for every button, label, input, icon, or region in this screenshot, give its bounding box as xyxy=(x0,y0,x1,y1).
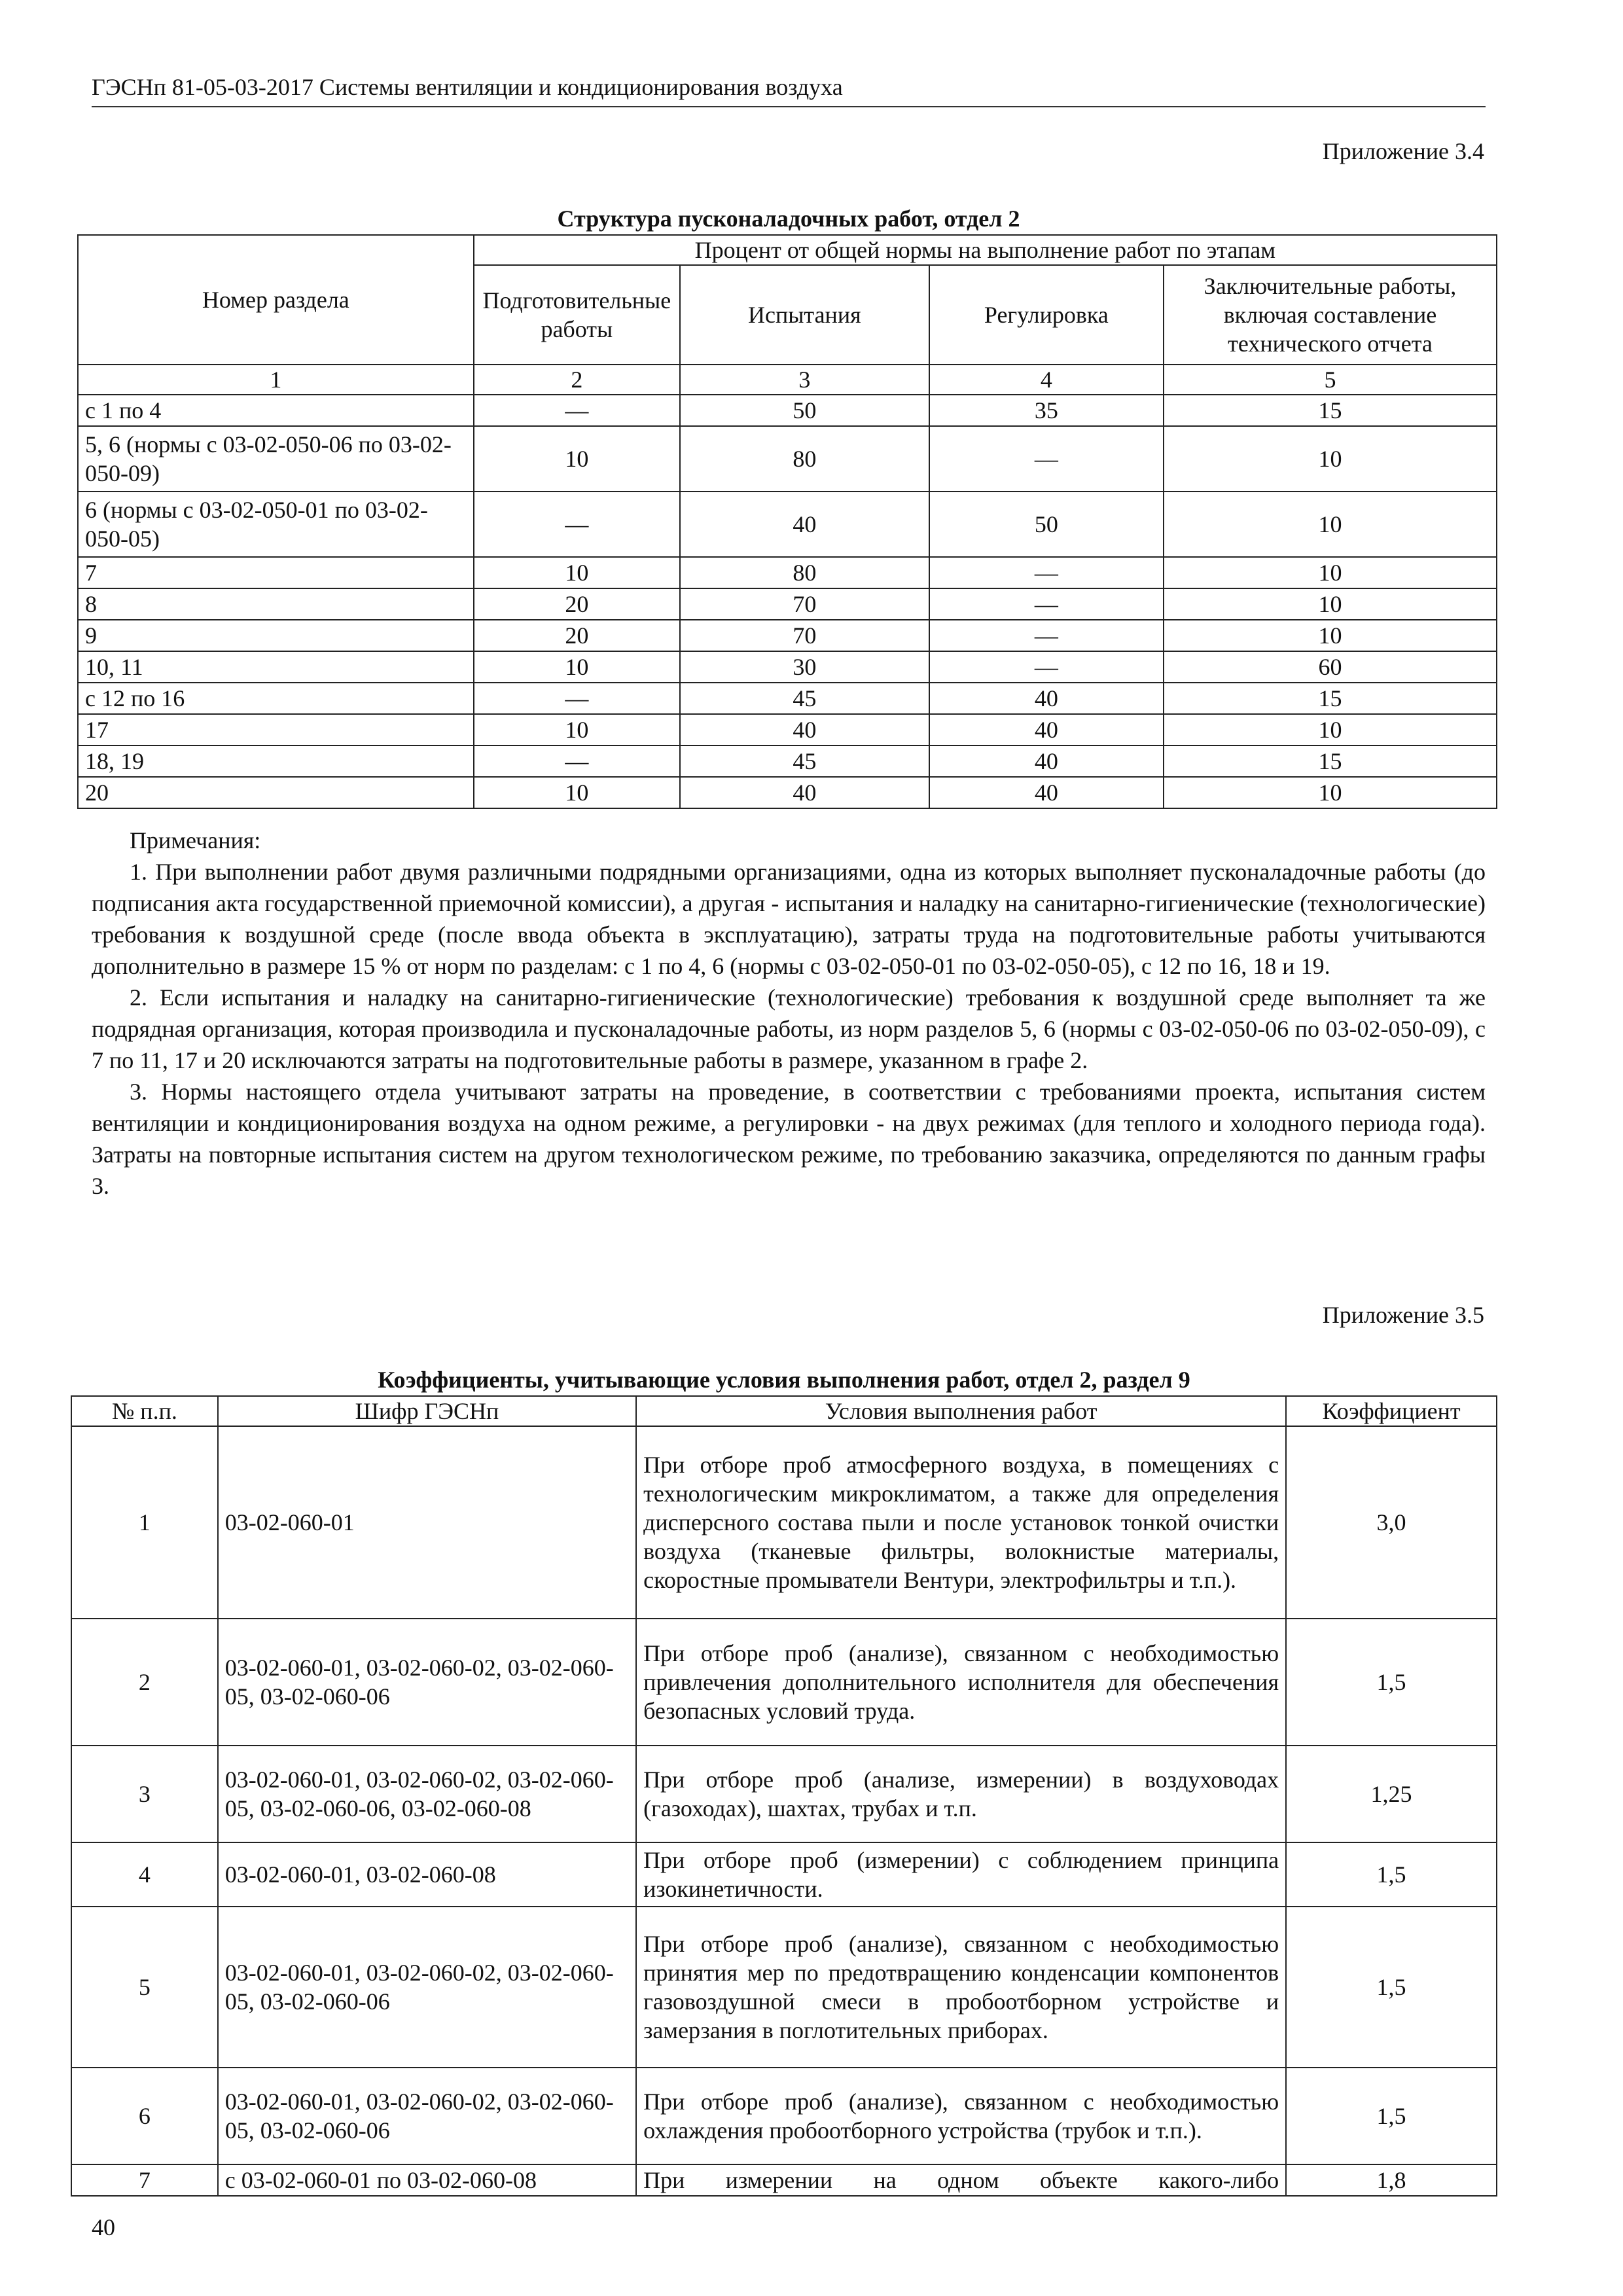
cell-coefficient: 1,8 xyxy=(1286,2164,1497,2196)
cell-conditions: При отборе проб (анализе, измерении) в воздуховодах (газоходах), шахтах, трубах и т.п. xyxy=(636,1746,1286,1842)
cell-value: 10 xyxy=(1164,777,1497,808)
header-tests: Испытания xyxy=(680,265,929,365)
note-item: 2. Если испытания и наладку на санитарно-гигиенические (технологические) требования к воздушной среде выполняет та же подрядная организация, которая производила и пусконаладочные работы, из норм разделов 5, 6 (нормы с 03-02-050-06 по 03-02-050-09), с 7 по 11, 17 и 20 исключаются затраты на подготовительные работы в размере, указанном в графе 2. xyxy=(92,984,1486,1073)
column-number: 4 xyxy=(929,365,1164,395)
cell-section: 10, 11 xyxy=(78,651,474,683)
cell-value: — xyxy=(929,651,1164,683)
cell-code: 03-02-060-01, 03-02-060-08 xyxy=(218,1842,636,1907)
commissioning-structure-table xyxy=(77,234,1497,809)
header-final-works: Заключительные работы, включая составление технического отчета xyxy=(1164,265,1497,365)
cell-code: с 03-02-060-01 по 03-02-060-08 xyxy=(218,2164,636,2196)
cell-value: 40 xyxy=(680,714,929,745)
notes-block xyxy=(92,825,1486,1202)
cell-value: 40 xyxy=(680,492,929,557)
header-section-number: Номер раздела xyxy=(78,235,474,365)
cell-value: 30 xyxy=(680,651,929,683)
table-row xyxy=(78,714,1497,745)
cell-value: 15 xyxy=(1164,745,1497,777)
cell-value: 10 xyxy=(474,426,680,492)
cell-section: 17 xyxy=(78,714,474,745)
cell-value: 60 xyxy=(1164,651,1497,683)
cell-value: 45 xyxy=(680,745,929,777)
cell-section: с 12 по 16 xyxy=(78,683,474,714)
table-row xyxy=(78,588,1497,620)
table-row xyxy=(78,557,1497,588)
table-row xyxy=(71,1619,1497,1746)
page-number: 40 xyxy=(92,2214,115,2240)
column-number: 2 xyxy=(474,365,680,395)
cell-value: 40 xyxy=(929,777,1164,808)
note-item: 1. При выполнении работ двумя различными подрядными организациями, одна из которых выполняет пусконаладочные работы (до подписания акта государственной приемочной комиссии), а другая - испытания и наладку на санитарно-гигиенические (технологические) требования к воздушной среде (после ввода объекта в эксплуатацию), затраты труда на подготовительные работы учитываются дополнительно в размере 15 % от норм по разделам: с 1 по 4, 6 (нормы с 03-02-050-01 по 03-02-050-05), с 12 по 16, 18 и 19. xyxy=(92,859,1486,979)
cell-value: 20 xyxy=(474,620,680,651)
cell-value: 70 xyxy=(680,620,929,651)
cell-section: 7 xyxy=(78,557,474,588)
cell-value: 10 xyxy=(474,714,680,745)
cell-value: 10 xyxy=(474,557,680,588)
table-row xyxy=(71,2068,1497,2164)
appendix-label-3-4: Приложение 3.4 xyxy=(1322,138,1484,164)
cell-value: 40 xyxy=(680,777,929,808)
cell-value: 20 xyxy=(474,588,680,620)
table-row xyxy=(71,2164,1497,2196)
header-coefficient: Коэффициент xyxy=(1286,1396,1497,1426)
cell-code: 03-02-060-01 xyxy=(218,1426,636,1619)
cell-section: 6 (нормы с 03-02-050-01 по 03-02-050-05) xyxy=(78,492,474,557)
table-title-3-5: Коэффициенты, учитывающие условия выполнения работ, отдел 2, раздел 9 xyxy=(378,1367,1190,1393)
cell-code: 03-02-060-01, 03-02-060-02, 03-02-060-05, 03-02-060-06 xyxy=(218,1907,636,2068)
cell-value: 45 xyxy=(680,683,929,714)
cell-value: 50 xyxy=(929,492,1164,557)
cell-number: 3 xyxy=(71,1746,218,1842)
cell-number: 7 xyxy=(71,2164,218,2196)
header-conditions: Условия выполнения работ xyxy=(636,1396,1286,1426)
running-head: ГЭСНп 81-05-03-2017 Системы вентиляции и кондиционирования воздуха xyxy=(92,71,1486,107)
note-item: 3. Нормы настоящего отдела учитывают затраты на проведение, в соответствии с требованиями проекта, испытания систем вентиляции и кондиционирования воздуха на одном режиме, а регулировки - на двух режимах (для теплого и холодного периода года). Затраты на повторные испытания систем на другом технологическом режиме, по требованию заказчика, определяются по данным графы 3. xyxy=(92,1079,1486,1199)
table-row xyxy=(78,745,1497,777)
cell-coefficient: 1,5 xyxy=(1286,1619,1497,1746)
column-number: 3 xyxy=(680,365,929,395)
cell-value: — xyxy=(474,395,680,426)
header-item-number: № п.п. xyxy=(71,1396,218,1426)
cell-value: 15 xyxy=(1164,683,1497,714)
cell-value: 40 xyxy=(929,714,1164,745)
column-number: 1 xyxy=(78,365,474,395)
cell-conditions: При измерении на одном объекте какого-либо xyxy=(636,2164,1286,2196)
cell-number: 2 xyxy=(71,1619,218,1746)
cell-section: 9 xyxy=(78,620,474,651)
table-row xyxy=(71,1907,1497,2068)
cell-conditions: При отборе проб (анализе), связанном с необходимостью привлечения дополнительного исполнителя для обеспечения безопасных условий труда. xyxy=(636,1619,1286,1746)
cell-number: 4 xyxy=(71,1842,218,1907)
cell-conditions: При отборе проб (анализе), связанном с необходимостью принятия мер по предотвращению конденсации компонентов газовоздушной смеси в пробоотборном устройстве и замерзания в поглотительных приборах. xyxy=(636,1907,1286,2068)
cell-value: 10 xyxy=(1164,620,1497,651)
cell-coefficient: 1,5 xyxy=(1286,1907,1497,2068)
cell-value: 10 xyxy=(1164,588,1497,620)
cell-value: — xyxy=(929,620,1164,651)
cell-section: с 1 по 4 xyxy=(78,395,474,426)
cell-conditions: При отборе проб (измерении) с соблюдением принципа изокинетичности. xyxy=(636,1842,1286,1907)
cell-value: 40 xyxy=(929,683,1164,714)
cell-conditions: При отборе проб (анализе), связанном с необходимостью охлаждения пробоотборного устройства (трубок и т.п.). xyxy=(636,2068,1286,2164)
table-row xyxy=(78,620,1497,651)
cell-number: 5 xyxy=(71,1907,218,2068)
table-row xyxy=(78,426,1497,492)
cell-section: 5, 6 (нормы с 03-02-050-06 по 03-02-050-09) xyxy=(78,426,474,492)
cell-number: 6 xyxy=(71,2068,218,2164)
header-percent-group: Процент от общей нормы на выполнение работ по этапам xyxy=(474,235,1497,265)
cell-conditions: При отборе проб атмосферного воздуха, в помещениях с технологическим микроклиматом, а также для определения дисперсного состава пыли и после установок тонкой очистки воздуха (тканевые фильтры, волокнистые материалы, скоростные промыватели Вентури, электрофильтры и т.п.). xyxy=(636,1426,1286,1619)
cell-value: 10 xyxy=(1164,426,1497,492)
table-row xyxy=(78,683,1497,714)
coefficients-table xyxy=(71,1395,1497,2197)
cell-value: — xyxy=(929,588,1164,620)
cell-code: 03-02-060-01, 03-02-060-02, 03-02-060-05, 03-02-060-06 xyxy=(218,2068,636,2164)
cell-section: 8 xyxy=(78,588,474,620)
cell-coefficient: 1,5 xyxy=(1286,2068,1497,2164)
cell-code: 03-02-060-01, 03-02-060-02, 03-02-060-05, 03-02-060-06, 03-02-060-08 xyxy=(218,1746,636,1842)
table-row xyxy=(78,492,1497,557)
notes-heading: Примечания: xyxy=(130,827,261,853)
cell-value: — xyxy=(929,426,1164,492)
cell-value: 10 xyxy=(1164,557,1497,588)
cell-value: 50 xyxy=(680,395,929,426)
header-preparatory-works: Подготовительные работы xyxy=(474,265,680,365)
cell-value: 40 xyxy=(929,745,1164,777)
cell-value: — xyxy=(474,745,680,777)
cell-section: 20 xyxy=(78,777,474,808)
cell-value: 80 xyxy=(680,426,929,492)
header-adjustment: Регулировка xyxy=(929,265,1164,365)
table-row xyxy=(71,1746,1497,1842)
table-row xyxy=(71,1842,1497,1907)
table-row xyxy=(78,651,1497,683)
cell-value: — xyxy=(474,492,680,557)
table-row xyxy=(78,395,1497,426)
cell-code: 03-02-060-01, 03-02-060-02, 03-02-060-05, 03-02-060-06 xyxy=(218,1619,636,1746)
cell-coefficient: 1,25 xyxy=(1286,1746,1497,1842)
cell-value: 70 xyxy=(680,588,929,620)
cell-value: — xyxy=(474,683,680,714)
header-code: Шифр ГЭСНп xyxy=(218,1396,636,1426)
table-row xyxy=(71,1426,1497,1619)
cell-section: 18, 19 xyxy=(78,745,474,777)
table-row xyxy=(78,777,1497,808)
column-number: 5 xyxy=(1164,365,1497,395)
cell-value: 10 xyxy=(1164,714,1497,745)
appendix-label-3-5: Приложение 3.5 xyxy=(1322,1302,1484,1328)
table-title-3-4: Структура пусконаладочных работ, отдел 2 xyxy=(557,206,1020,232)
cell-value: — xyxy=(929,557,1164,588)
cell-value: 80 xyxy=(680,557,929,588)
cell-value: 10 xyxy=(474,777,680,808)
cell-coefficient: 1,5 xyxy=(1286,1842,1497,1907)
cell-coefficient: 3,0 xyxy=(1286,1426,1497,1619)
cell-value: 10 xyxy=(1164,492,1497,557)
cell-value: 15 xyxy=(1164,395,1497,426)
cell-value: 10 xyxy=(474,651,680,683)
cell-value: 35 xyxy=(929,395,1164,426)
cell-number: 1 xyxy=(71,1426,218,1619)
